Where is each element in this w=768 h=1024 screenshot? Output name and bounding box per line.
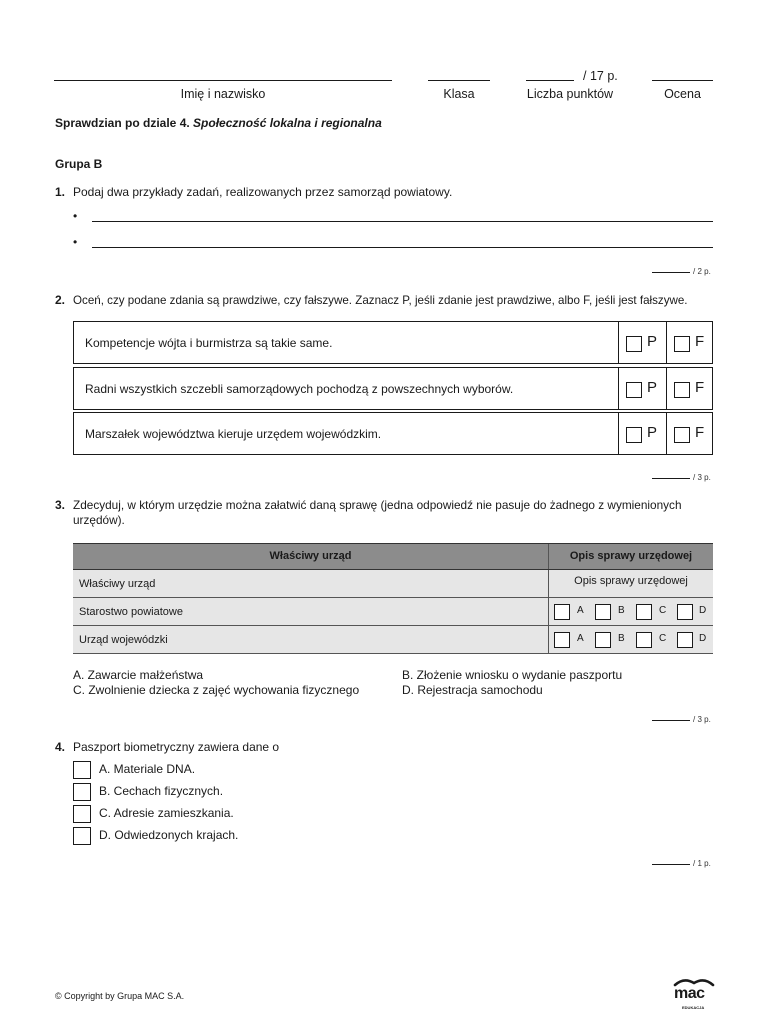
q2-text: Oceń, czy podane zdania są prawdziwe, czy fałszywe. Zaznacz P, jeśli zdanie jest prawdziwe, albo F, jeśli jest fałszywe. bbox=[73, 294, 688, 307]
class-line[interactable] bbox=[428, 80, 490, 81]
q2-row-1-f-checkbox[interactable] bbox=[674, 336, 690, 352]
q2-row-1 bbox=[73, 321, 713, 364]
q3-row-3-checkbox-b[interactable] bbox=[595, 632, 611, 648]
q2-row-3-f-label: F bbox=[695, 424, 705, 441]
q2-row-1-f-label: F bbox=[695, 333, 705, 350]
name-line[interactable] bbox=[54, 80, 392, 81]
q3-option-a: A. Zawarcie małżeństwa bbox=[73, 668, 204, 682]
q2-row-2-f-checkbox[interactable] bbox=[674, 382, 690, 398]
q2-row-2-p-checkbox[interactable] bbox=[626, 382, 642, 398]
q3-number: 3. bbox=[55, 498, 66, 512]
q3-option-c: C. Zwolnienie dziecka z zajęć wychowania fizycznego bbox=[73, 683, 360, 697]
points-label: Liczba punktów bbox=[526, 87, 614, 101]
q3-row-1-office: Właściwy urząd bbox=[79, 578, 156, 590]
q2-row-2-f-label: F bbox=[695, 379, 705, 396]
q3-row-2-checkbox-a[interactable] bbox=[554, 604, 570, 620]
q3-row-2-office: Starostwo powiatowe bbox=[79, 606, 183, 618]
q1-number: 1. bbox=[55, 185, 66, 199]
q2-statement-1: Kompetencje wójta i burmistrza są takie same. bbox=[85, 336, 333, 350]
q1-bullet-2: • bbox=[73, 235, 78, 249]
points-total: / 17 p. bbox=[583, 69, 618, 83]
q3-col-separator bbox=[548, 626, 549, 653]
q2-row-3 bbox=[73, 412, 713, 455]
q2-row-1-p-checkbox[interactable] bbox=[626, 336, 642, 352]
q2-row-2 bbox=[73, 367, 713, 410]
q3-row-3-letter-b: B bbox=[618, 633, 625, 644]
mac-logo bbox=[672, 976, 716, 1016]
q4-option-d: D. Odwiedzonych krajach. bbox=[99, 828, 239, 842]
q3-table-header bbox=[73, 543, 713, 570]
q4-text: Paszport biometryczny zawiera dane o bbox=[73, 740, 280, 754]
points-line[interactable] bbox=[526, 80, 574, 81]
q3-points: / 3 p. bbox=[693, 715, 711, 724]
q2-row-3-p-label: P bbox=[647, 424, 658, 441]
q4-points: / 1 p. bbox=[693, 859, 711, 868]
q3-row-3-letter-c: C bbox=[659, 633, 667, 644]
q1-answer-line-1[interactable] bbox=[92, 221, 713, 222]
q2-row-separator bbox=[618, 413, 619, 454]
q4-score-line[interactable] bbox=[652, 864, 690, 865]
test-title bbox=[55, 116, 382, 130]
q3-table bbox=[73, 543, 713, 655]
q3-col-office: Właściwy urząd bbox=[269, 550, 352, 562]
q2-score-line[interactable] bbox=[652, 478, 690, 479]
q2-points: / 3 p. bbox=[693, 473, 711, 482]
q4-option-b: B. Cechach fizycznych. bbox=[99, 784, 224, 798]
name-label: Imię i nazwisko bbox=[180, 87, 266, 101]
q1-points: / 2 p. bbox=[693, 267, 711, 276]
q3-text-line-1: Zdecyduj, w którym urzędzie można załatwić daną sprawę (jedna odpowiedź nie pasuje do żadnego z wymienionych bbox=[73, 498, 682, 512]
test-title-topic: Społeczność lokalna i regionalna bbox=[193, 116, 382, 130]
q3-row-2-letter-a: A bbox=[577, 605, 584, 616]
mac-logo-text: mac bbox=[674, 985, 705, 1002]
q4-option-c: C. Adresie zamieszkania. bbox=[99, 806, 234, 820]
q4-number: 4. bbox=[55, 740, 66, 754]
q3-option-b: B. Złożenie wniosku o wydanie paszportu bbox=[402, 668, 623, 682]
q3-row-3-office: Urząd wojewódzki bbox=[79, 634, 168, 646]
q3-row-1 bbox=[73, 570, 713, 598]
q4-option-a: A. Materiale DNA. bbox=[99, 762, 196, 776]
q4-checkbox-c[interactable] bbox=[73, 805, 91, 823]
q2-row-separator bbox=[618, 322, 619, 363]
q3-col-desc: Opis sprawy urzędowej bbox=[569, 550, 693, 562]
q1-score-line[interactable] bbox=[652, 272, 690, 273]
q2-row-1-p-label: P bbox=[647, 333, 658, 350]
q2-row-separator bbox=[666, 413, 667, 454]
q4-checkbox-a[interactable] bbox=[73, 761, 91, 779]
q3-row-3-checkbox-a[interactable] bbox=[554, 632, 570, 648]
q3-row-3-checkbox-c[interactable] bbox=[636, 632, 652, 648]
q3-row-3 bbox=[73, 626, 713, 654]
q2-row-2-p-label: P bbox=[647, 379, 658, 396]
q2-row-separator bbox=[666, 368, 667, 409]
q3-row-2-checkbox-b[interactable] bbox=[595, 604, 611, 620]
mac-logo-subtext: EDUKACJA bbox=[682, 1005, 705, 1010]
q1-bullet-1: • bbox=[73, 209, 78, 223]
q4-checkbox-d[interactable] bbox=[73, 827, 91, 845]
q3-row-2-checkbox-d[interactable] bbox=[677, 604, 693, 620]
q3-row-2-letter-b: B bbox=[618, 605, 625, 616]
q3-row-2-checkbox-c[interactable] bbox=[636, 604, 652, 620]
q3-row-3-checkbox-d[interactable] bbox=[677, 632, 693, 648]
grade-line[interactable] bbox=[652, 80, 713, 81]
q3-row-2 bbox=[73, 598, 713, 626]
q3-row-2-letter-c: C bbox=[659, 605, 667, 616]
q1-answer-line-2[interactable] bbox=[92, 247, 713, 248]
q3-row-3-letter-a: A bbox=[577, 633, 584, 644]
q3-option-d: D. Rejestracja samochodu bbox=[402, 683, 543, 697]
q3-text-line-2: urzędów). bbox=[73, 513, 125, 527]
q2-statement-2: Radni wszystkich szczebli samorządowych pochodzą z powszechnych wyborów. bbox=[85, 382, 514, 396]
q2-row-separator bbox=[666, 322, 667, 363]
q3-col-separator bbox=[548, 598, 549, 625]
group-label: Grupa B bbox=[55, 157, 103, 171]
q3-row-1-desc: Opis sprawy urzędowej bbox=[574, 575, 688, 587]
q2-number: 2. bbox=[55, 293, 66, 307]
q1-text: Podaj dwa przykłady zadań, realizowanych przez samorząd powiatowy. bbox=[73, 185, 453, 199]
copyright: © Copyright by Grupa MAC S.A. bbox=[55, 991, 185, 1001]
q3-row-3-letter-d: D bbox=[699, 633, 707, 644]
q3-row-2-letter-d: D bbox=[699, 605, 707, 616]
q4-checkbox-b[interactable] bbox=[73, 783, 91, 801]
q2-statement-3: Marszałek województwa kieruje urzędem wojewódzkim. bbox=[85, 427, 382, 441]
grade-label: Ocena bbox=[664, 87, 701, 101]
q3-score-line[interactable] bbox=[652, 720, 690, 721]
test-title-prefix: Sprawdzian po dziale 4. bbox=[55, 116, 194, 130]
q2-row-3-p-checkbox[interactable] bbox=[626, 427, 642, 443]
q2-row-separator bbox=[618, 368, 619, 409]
q2-row-3-f-checkbox[interactable] bbox=[674, 427, 690, 443]
class-label: Klasa bbox=[443, 87, 475, 101]
